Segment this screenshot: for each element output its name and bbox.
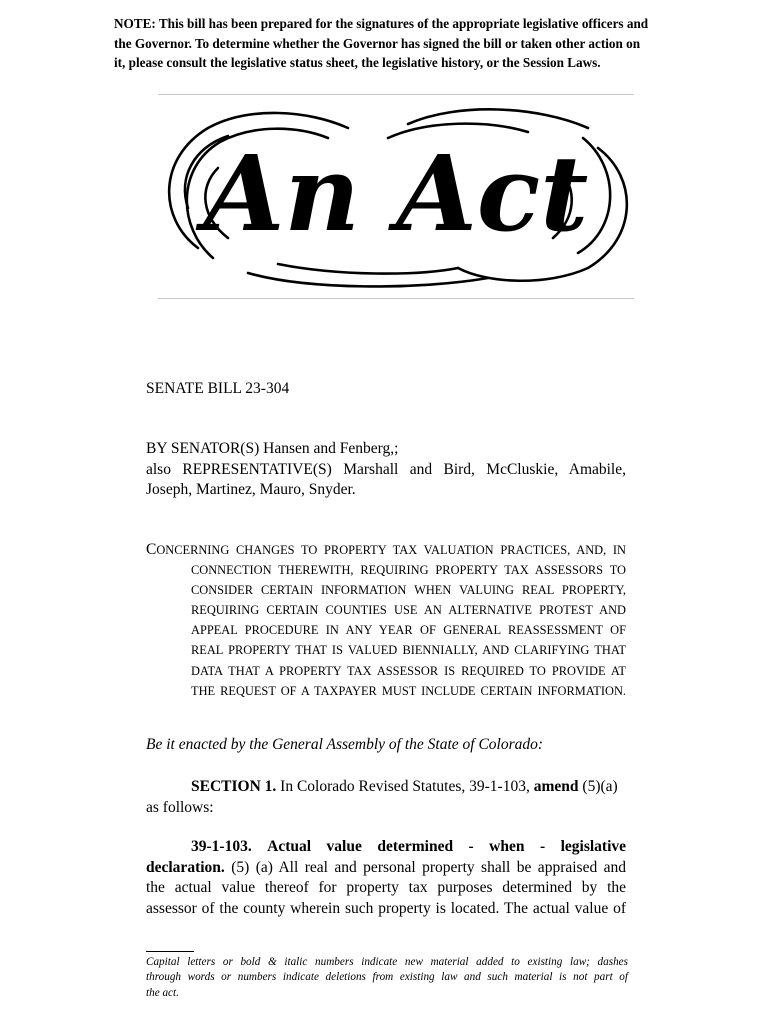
title-line: CONCERNING CHANGES TO PROPERTY TAX VALUATION PRACTICES, AND, IN bbox=[146, 541, 626, 558]
title-line: THE REQUEST OF A TAXPAYER MUST INCLUDE CERTAIN INFORMATION. bbox=[191, 683, 626, 698]
section-label: SECTION 1. bbox=[191, 778, 277, 795]
sponsor-line: Joseph, Martinez, Mauro, Snyder. bbox=[146, 481, 356, 498]
bill-number: SENATE BILL 23-304 bbox=[146, 380, 290, 397]
footnote-rule bbox=[146, 951, 194, 952]
title-line: CONNECTION THEREWITH, REQUIRING PROPERTY TAX ASSESSORS TO bbox=[191, 563, 626, 578]
sponsor-line: BY SENATOR(S) Hansen and Fenberg,; bbox=[146, 440, 399, 457]
enacting-clause: Be it enacted by the General Assembly of the State of Colorado: bbox=[146, 736, 544, 753]
title-line: CONSIDER CERTAIN INFORMATION WHEN VALUING REAL PROPERTY, bbox=[191, 583, 626, 598]
title-line: REQUIRING CERTAIN COUNTIES USE AN ALTERNATIVE PROTEST AND bbox=[191, 603, 626, 618]
statute-heading: 39-1-103. Actual value determined - when - legislative bbox=[191, 838, 627, 855]
statute-line: the actual value thereof for property tax purposes determined by the bbox=[146, 879, 626, 896]
an-act-banner bbox=[158, 98, 634, 294]
statute-text bbox=[146, 837, 626, 919]
statute-line: assessor of the county wherein such property is located. The actual value of bbox=[146, 899, 626, 917]
title-line: APPEAL PROCEDURE IN ANY YEAR OF GENERAL REASSESSMENT OF bbox=[191, 623, 626, 638]
footnote-line: through words or numbers indicate deletions from existing law and such material is not part of bbox=[146, 971, 628, 984]
note-text: This bill has been prepared for the signatures of the appropriate legislative officers and the Governor. To determine whether the Governor has signed the bill or taken other action on it, please consult the legislative status sheet, the legislative history, or the Session Laws. bbox=[114, 16, 649, 70]
statute-line: declaration. (5) (a) All real and personal property shall be appraised and bbox=[146, 858, 627, 876]
an-act-title: An Act bbox=[203, 132, 589, 255]
title-line: DATA THAT A PROPERTY TAX ASSESSOR IS REQUIRED TO PROVIDE AT bbox=[191, 663, 626, 678]
title-initial: C bbox=[146, 541, 157, 558]
sponsors-block bbox=[146, 439, 626, 501]
sponsor-line: also REPRESENTATIVE(S) Marshall and Bird, McCluskie, Amabile, bbox=[146, 460, 626, 478]
section-line: as follows: bbox=[146, 799, 214, 816]
section-1 bbox=[146, 776, 626, 818]
footnote-line: the act. bbox=[146, 986, 179, 999]
footnote-line: Capital letters or bold & italic numbers indicate new material added to existing law; dashes bbox=[146, 956, 628, 968]
status-note bbox=[114, 14, 654, 73]
banner-divider bbox=[158, 298, 634, 299]
title-line: REAL PROPERTY THAT IS VALUED BIENNIALLY, AND CLARIFYING THAT bbox=[191, 643, 626, 658]
statute-number: 39-1-103. bbox=[191, 838, 252, 855]
amend-keyword: amend bbox=[533, 778, 579, 795]
top-divider bbox=[158, 94, 634, 95]
bill-title bbox=[146, 540, 626, 701]
footnote bbox=[146, 955, 628, 1001]
section-line: SECTION 1. In Colorado Revised Statutes, 39-1-103, amend (5)(a) bbox=[191, 778, 618, 795]
note-label: NOTE: bbox=[114, 16, 156, 31]
